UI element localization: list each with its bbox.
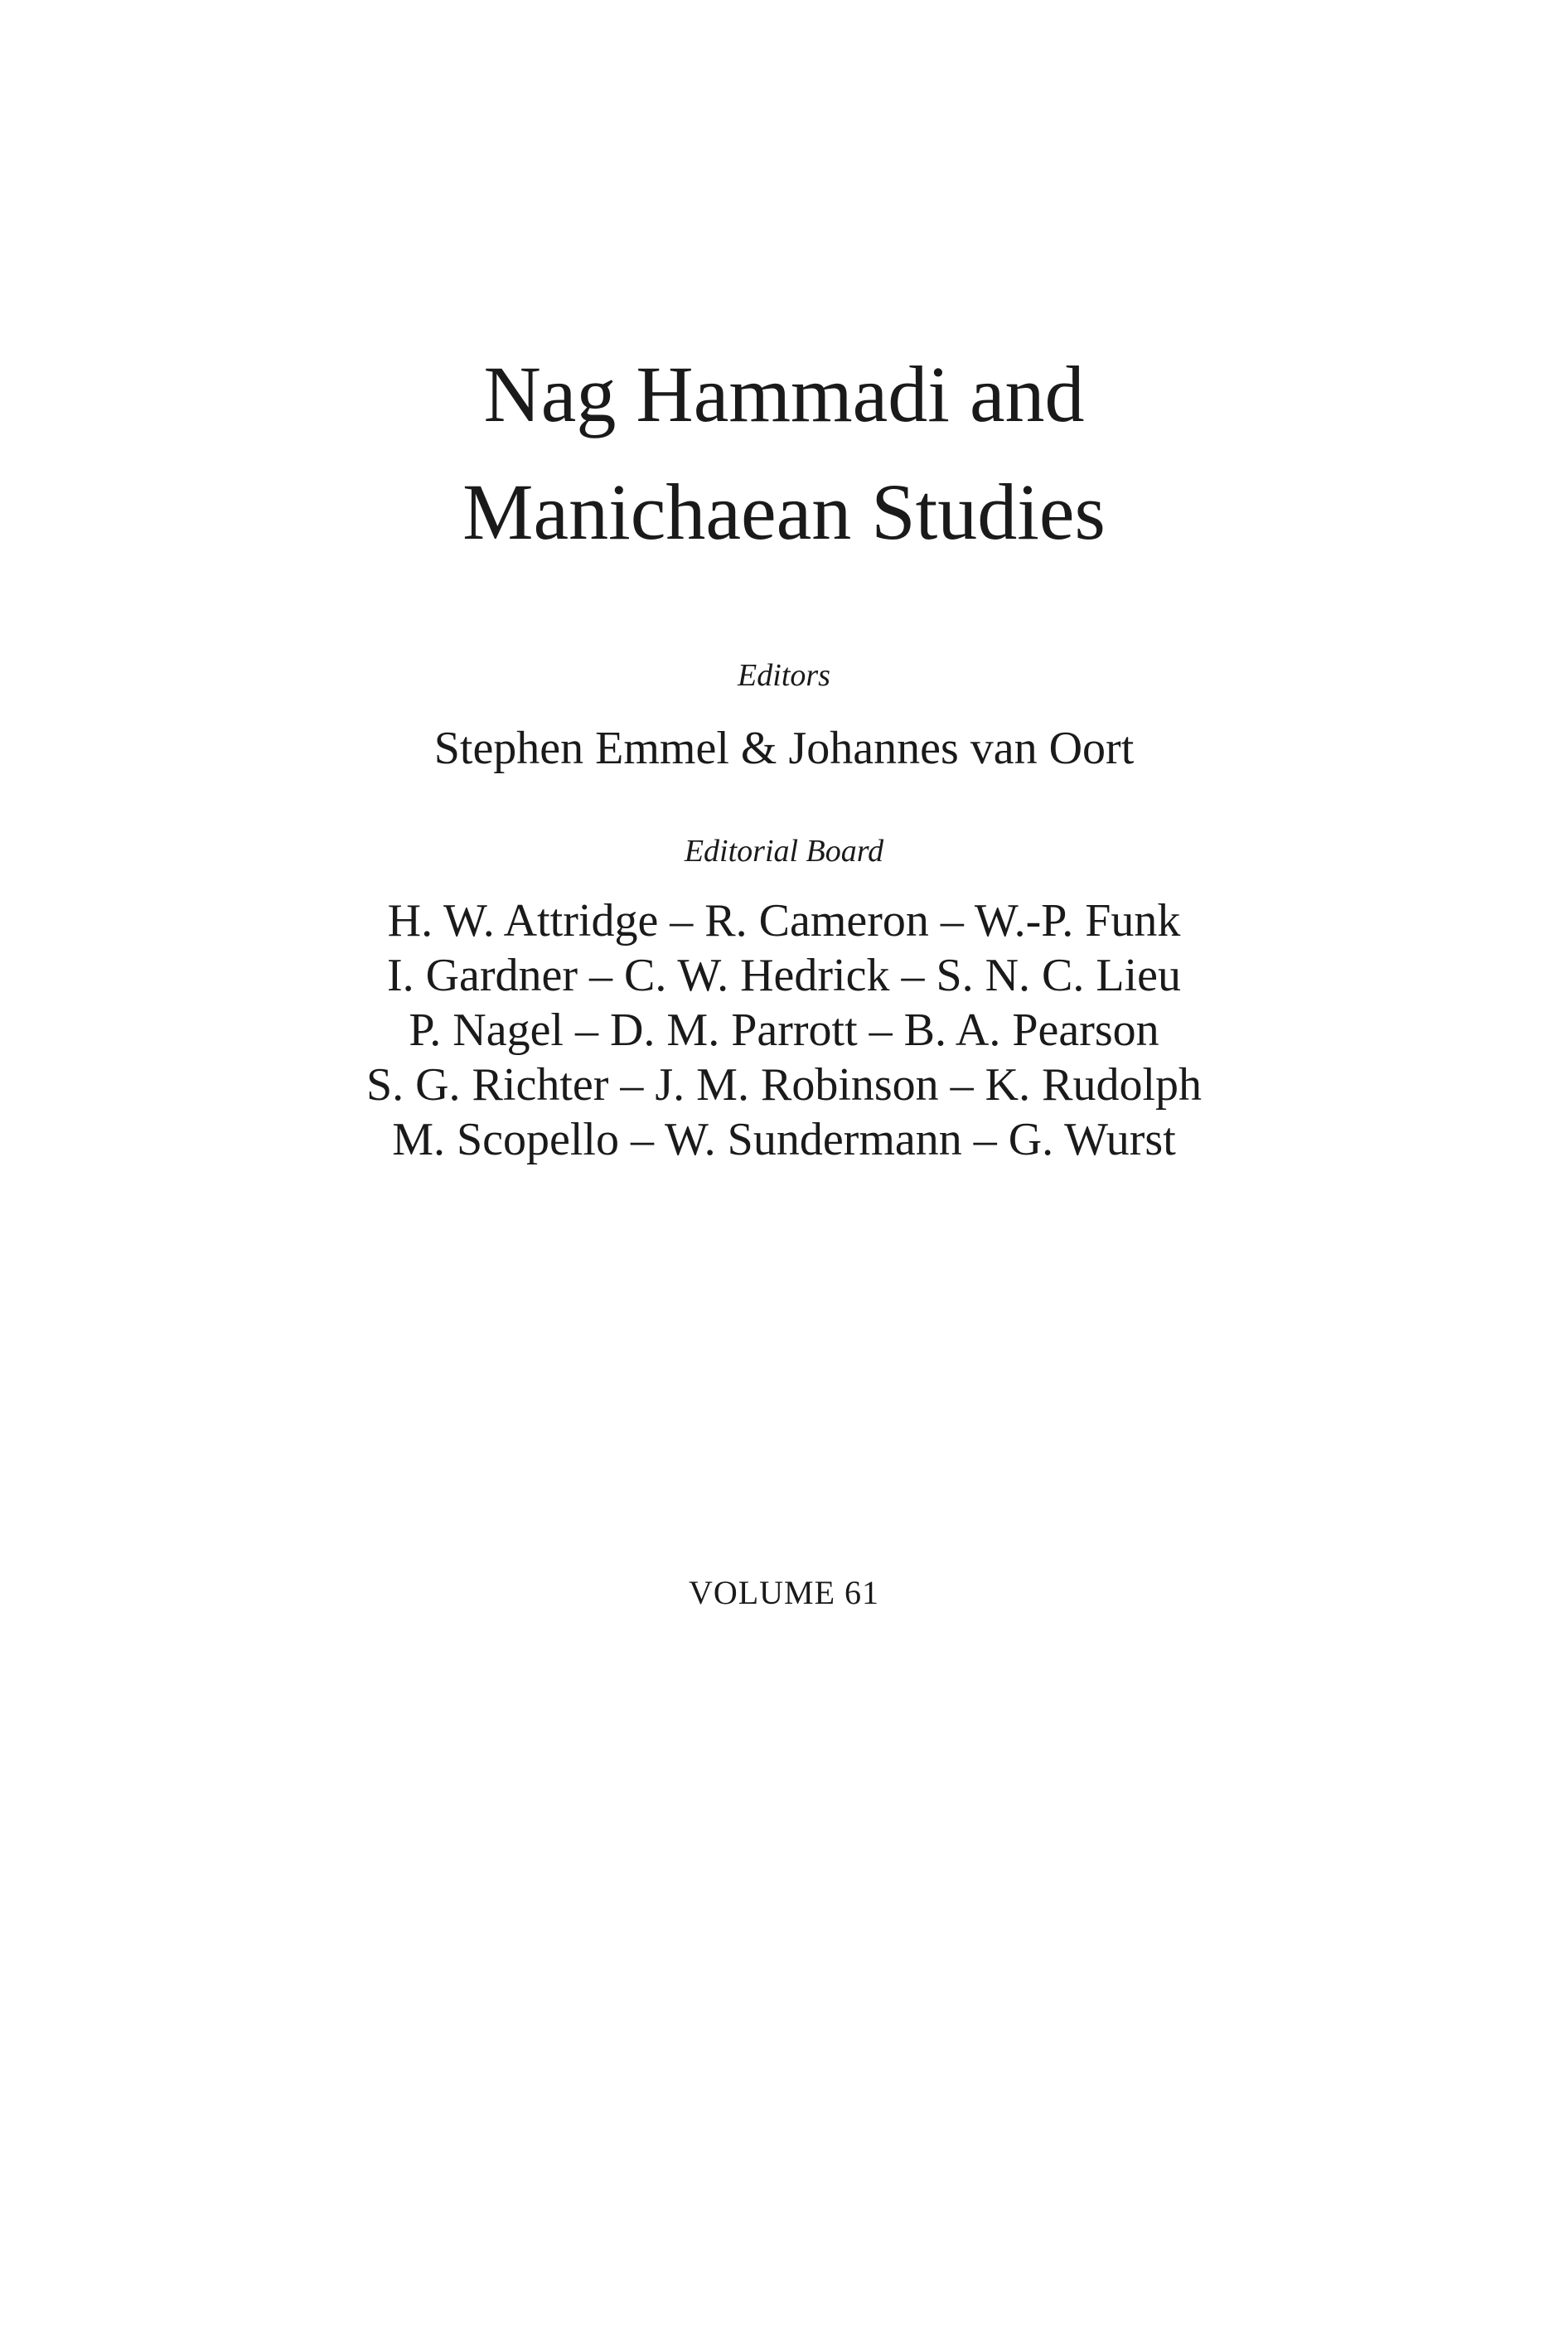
series-title-line-2: Manichaean Studies (462, 467, 1106, 556)
editorial-board-line: P. Nagel – D. M. Parrott – B. A. Pearson (409, 1005, 1159, 1056)
editorial-board-line: H. W. Attridge – R. Cameron – W.-P. Funk (387, 895, 1181, 946)
volume-number: VOLUME 61 (688, 1574, 880, 1611)
series-title (0, 336, 1568, 571)
editorial-board-line: I. Gardner – C. W. Hedrick – S. N. C. Lieu (386, 950, 1182, 1001)
editorial-board-label: Editorial Board (684, 834, 884, 869)
editorial-board-line: S. G. Richter – J. M. Robinson – K. Rudolph (365, 1059, 1203, 1111)
editors-names: Stephen Emmel & Johannes van Oort (433, 723, 1135, 774)
editorial-board-line: M. Scopello – W. Sundermann – G. Wurst (392, 1114, 1176, 1165)
editors-label: Editors (738, 658, 830, 693)
editorial-board-list (0, 893, 1568, 1167)
series-title-line-1: Nag Hammadi and (483, 350, 1085, 438)
